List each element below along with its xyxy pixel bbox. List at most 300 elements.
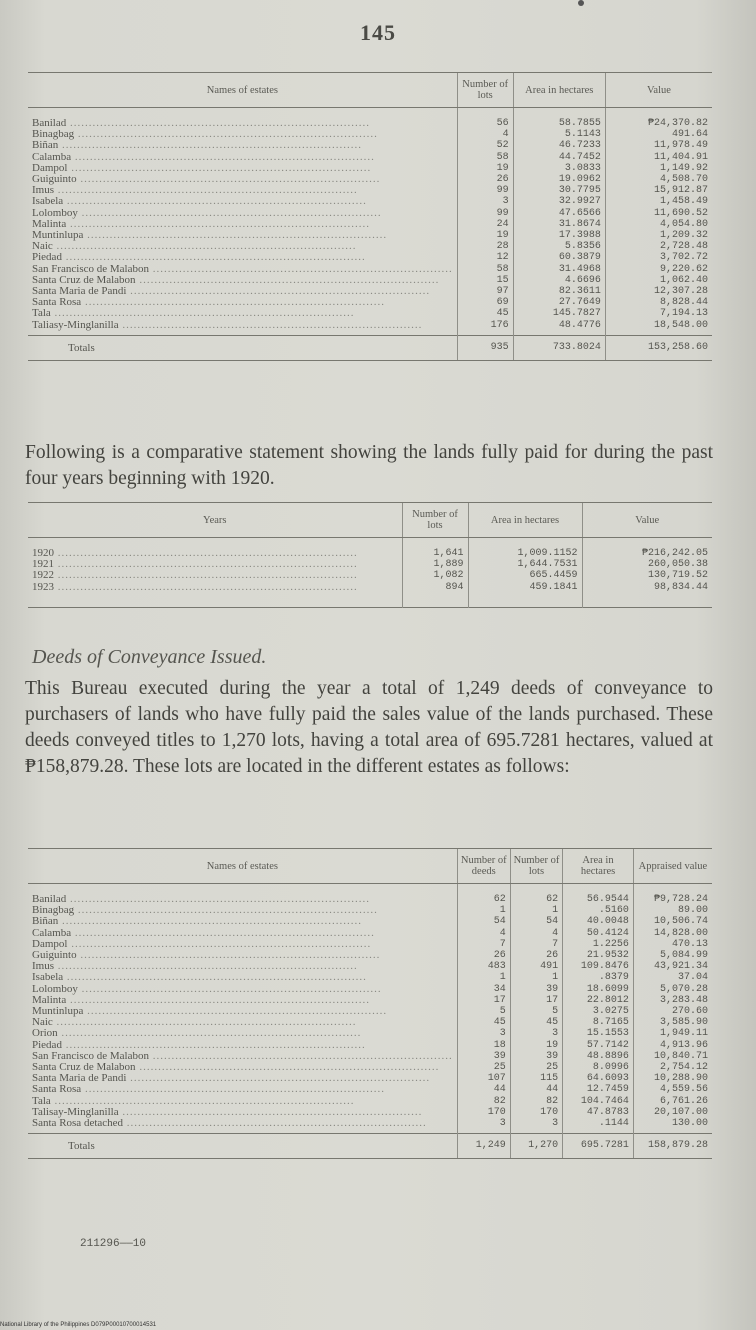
value-cell: 26 — [510, 950, 562, 961]
row-label-text: Muntinlupa — [32, 1006, 84, 1018]
row-label-text: Biñan — [32, 916, 59, 928]
value-cell: 64.6093 — [563, 1073, 634, 1084]
value-cell: ₱216,242.05 — [582, 548, 712, 559]
value-cell: 665.4459 — [468, 570, 582, 581]
table-row — [28, 297, 712, 308]
row-label-text: Biñan — [32, 140, 59, 152]
value-cell: 1 — [510, 905, 562, 916]
row-label — [28, 308, 457, 319]
table-row — [28, 1051, 712, 1062]
dot-leader: ................................................................................ — [118, 319, 423, 331]
table-spacer-row — [28, 597, 712, 608]
row-label — [28, 1107, 457, 1118]
column-header: Number of lots — [510, 849, 562, 884]
dot-leader: ................................................................................ — [83, 230, 388, 242]
value-cell: 60.3879 — [513, 252, 605, 263]
dot-leader: ................................................................................ — [66, 994, 370, 1006]
value-cell: 12 — [457, 252, 513, 263]
dot-leader: ................................................................................ — [135, 274, 440, 286]
table-row — [28, 129, 712, 140]
value-cell: 1,641 — [402, 548, 468, 559]
row-label — [28, 1051, 457, 1062]
value-cell: 5.8356 — [513, 241, 605, 252]
spacer-cell — [468, 597, 582, 608]
table-row — [28, 1062, 712, 1073]
column-header: Number of lots — [402, 503, 468, 538]
dot-leader: ................................................................................ — [71, 927, 375, 939]
value-cell: 24 — [457, 219, 513, 230]
value-cell: 62 — [457, 894, 510, 905]
dot-leader: ................................................................................ — [66, 894, 370, 905]
dot-leader: ................................................................................ — [54, 185, 358, 197]
value-cell: 31.8674 — [513, 219, 605, 230]
row-label — [28, 1084, 457, 1095]
value-cell: 46.7233 — [513, 140, 605, 151]
column-header: Number of deeds — [457, 849, 510, 884]
table-row — [28, 1107, 712, 1118]
table-row — [28, 1084, 712, 1095]
value-cell: 11,978.49 — [605, 140, 712, 151]
value-cell: 62 — [510, 894, 562, 905]
value-cell: 17 — [510, 995, 562, 1006]
dot-leader: ................................................................................ — [123, 1118, 427, 1130]
dot-leader: ................................................................................ — [126, 1073, 431, 1085]
value-cell: 97 — [457, 286, 513, 297]
row-label — [28, 905, 457, 916]
value-cell: 19 — [457, 163, 513, 174]
value-cell: 34 — [457, 984, 510, 995]
row-label-text: Dampol — [32, 162, 68, 174]
column-header: Area in hectares — [563, 849, 634, 884]
row-label-text: 1921 — [32, 559, 54, 571]
deeds-paragraph: This Bureau executed during the year a total of 1,249 deeds of conveyance to purchasers of lands who have fully paid the sales value of the lands purchased. These deeds conveyed titles to 1,270 lots, having a total area of 695.7281 hectares, valued at ₱158,879.28. These lots are located in the different estates as follows: — [25, 678, 713, 777]
column-header: Area in hectares — [513, 73, 605, 108]
value-cell: 45 — [457, 1017, 510, 1028]
value-cell: 3,585.90 — [633, 1017, 712, 1028]
row-label-text: Santa Rosa detached — [32, 1118, 124, 1130]
value-cell: 894 — [402, 582, 468, 597]
dot-leader: ................................................................................ — [135, 1062, 440, 1074]
row-label-text: San Francisco de Malabon — [32, 263, 149, 275]
row-label-text: 1920 — [32, 548, 54, 559]
spacer-cell — [457, 884, 510, 895]
row-label-text: San Francisco de Malabon — [32, 1050, 149, 1062]
value-cell: 5 — [510, 1006, 562, 1017]
row-label — [28, 939, 457, 950]
page-number: 145 — [360, 20, 396, 45]
spacer-cell — [28, 538, 402, 549]
value-cell: ₱9,728.24 — [633, 894, 712, 905]
spacer-cell — [582, 538, 712, 549]
value-cell: 3 — [510, 1118, 562, 1134]
spacer-cell — [582, 597, 712, 608]
row-label — [28, 1006, 457, 1017]
value-cell: 8.7165 — [563, 1017, 634, 1028]
spacer-cell — [605, 108, 712, 119]
value-cell: 50.4124 — [563, 928, 634, 939]
row-label — [28, 230, 457, 241]
value-cell: 1 — [510, 972, 562, 983]
value-cell: 20,107.00 — [633, 1107, 712, 1118]
table-header-row — [28, 73, 712, 108]
totals-label: Totals — [28, 1134, 457, 1159]
value-cell: 47.8783 — [563, 1107, 634, 1118]
value-cell: 44.7452 — [513, 152, 605, 163]
table-row — [28, 905, 712, 916]
dot-leader: ................................................................................ — [50, 1095, 355, 1107]
row-label — [28, 152, 457, 163]
row-label — [28, 185, 457, 196]
row-label-text: Santa Cruz de Malabon — [32, 1062, 136, 1074]
row-label — [28, 950, 457, 961]
dot-leader: ................................................................................ — [71, 151, 375, 163]
value-cell: 58 — [457, 152, 513, 163]
row-label — [28, 174, 457, 185]
table-row — [28, 196, 712, 207]
dot-leader: ................................................................................ — [52, 241, 357, 253]
row-label — [28, 1028, 457, 1039]
dot-leader: ................................................................................ — [63, 972, 367, 984]
column-header: Names of estates — [28, 849, 457, 884]
dot-leader: ................................................................................ — [76, 950, 381, 962]
value-cell: 170 — [510, 1107, 562, 1118]
row-label — [28, 961, 457, 972]
dot-leader: ................................................................................ — [63, 196, 367, 208]
value-cell: 31.4968 — [513, 264, 605, 275]
value-cell: 10,288.90 — [633, 1073, 712, 1084]
value-cell: 130,719.52 — [582, 570, 712, 581]
table-row — [28, 163, 712, 174]
value-cell: 2,754.12 — [633, 1062, 712, 1073]
dot-leader: ................................................................................ — [54, 961, 358, 973]
row-label — [28, 894, 457, 905]
dot-leader: ................................................................................ — [66, 218, 370, 230]
dot-leader: ................................................................................ — [54, 548, 358, 559]
row-label-text: Banilad — [32, 118, 67, 129]
value-cell: 27.7649 — [513, 297, 605, 308]
table-row — [28, 1017, 712, 1028]
table-row — [28, 995, 712, 1006]
row-label-text: Tala — [32, 1095, 51, 1107]
totals-row — [28, 335, 712, 360]
value-cell: 58.7855 — [513, 118, 605, 129]
value-cell: 18.6099 — [563, 984, 634, 995]
value-cell: 48.8896 — [563, 1051, 634, 1062]
deeds-issued-table — [28, 848, 712, 1159]
row-label-text: Piedad — [32, 1039, 62, 1051]
totals-value: 695.7281 — [563, 1134, 634, 1159]
value-cell: 30.7795 — [513, 185, 605, 196]
value-cell: 8.0996 — [563, 1062, 634, 1073]
row-label — [28, 118, 457, 129]
table-row — [28, 264, 712, 275]
value-cell: 459.1841 — [468, 582, 582, 597]
spacer-cell — [28, 597, 402, 608]
value-cell: 56.9544 — [563, 894, 634, 905]
row-label — [28, 208, 457, 219]
table-row — [28, 961, 712, 972]
value-cell: 82.3611 — [513, 286, 605, 297]
value-cell: 3,702.72 — [605, 252, 712, 263]
value-cell: 1.2256 — [563, 939, 634, 950]
row-label-text: Tala — [32, 308, 51, 320]
row-label — [28, 1017, 457, 1028]
value-cell: 3,283.48 — [633, 995, 712, 1006]
row-label — [28, 1062, 457, 1073]
value-cell: 5 — [457, 1006, 510, 1017]
library-credit: National Library of the Philippines D079P00010700014531 — [0, 1322, 157, 1328]
value-cell: 57.7142 — [563, 1040, 634, 1051]
value-cell: 1,458.49 — [605, 196, 712, 207]
table-row — [28, 208, 712, 219]
value-cell: .8379 — [563, 972, 634, 983]
value-cell: 10,840.71 — [633, 1051, 712, 1062]
row-label — [28, 275, 457, 286]
value-cell: 5.1143 — [513, 129, 605, 140]
row-label — [28, 264, 457, 275]
value-cell: 17.3988 — [513, 230, 605, 241]
value-cell: 25 — [457, 1062, 510, 1073]
table-row — [28, 308, 712, 319]
row-label — [28, 570, 402, 581]
value-cell: 52 — [457, 140, 513, 151]
dot-leader: ................................................................................ — [149, 1050, 453, 1062]
column-header: Value — [605, 73, 712, 108]
value-cell: 9,220.62 — [605, 264, 712, 275]
value-cell: 47.6566 — [513, 208, 605, 219]
value-cell: 15 — [457, 275, 513, 286]
section-heading: Deeds of Conveyance Issued. — [32, 646, 267, 668]
table-row — [28, 972, 712, 983]
dot-leader: ................................................................................ — [54, 570, 358, 582]
value-cell: 17 — [457, 995, 510, 1006]
value-cell: 39 — [457, 1051, 510, 1062]
value-cell: .1144 — [563, 1118, 634, 1134]
row-label — [28, 163, 457, 174]
lands-paid-table — [28, 72, 712, 361]
row-label-text: Malinta — [32, 218, 67, 230]
value-cell: 109.8476 — [563, 961, 634, 972]
value-cell: 43,921.34 — [633, 961, 712, 972]
value-cell: 45 — [457, 308, 513, 319]
value-cell: .5160 — [563, 905, 634, 916]
table-row — [28, 241, 712, 252]
comparative-statement-paragraph: Following is a comparative statement showing the lands fully paid for during the past four years beginning with 1920. — [25, 442, 713, 489]
dot-leader: ................................................................................ — [74, 129, 378, 141]
value-cell: 5,070.28 — [633, 984, 712, 995]
table-row — [28, 230, 712, 241]
row-label-text: Calamba — [32, 151, 72, 163]
value-cell: 44 — [510, 1084, 562, 1095]
column-header: Appraised value — [633, 849, 712, 884]
row-label-text: Dampol — [32, 938, 68, 950]
spacer-cell — [402, 597, 468, 608]
value-cell: 130.00 — [633, 1118, 712, 1134]
dot-leader: ................................................................................ — [149, 263, 453, 275]
value-cell: 115 — [510, 1073, 562, 1084]
table-row — [28, 219, 712, 230]
value-cell: 1,644.7531 — [468, 559, 582, 570]
value-cell: 3 — [457, 1118, 510, 1134]
dot-leader: ................................................................................ — [61, 252, 366, 264]
table-row — [28, 1096, 712, 1107]
row-label-text: Naic — [32, 241, 53, 253]
value-cell: 56 — [457, 118, 513, 129]
value-cell: 3 — [510, 1028, 562, 1039]
row-label — [28, 1096, 457, 1107]
value-cell: 58 — [457, 264, 513, 275]
dot-leader: ................................................................................ — [77, 207, 382, 219]
table-row — [28, 185, 712, 196]
value-cell: 82 — [510, 1096, 562, 1107]
value-cell: 82 — [457, 1096, 510, 1107]
value-cell: 7 — [510, 939, 562, 950]
table-row — [28, 894, 712, 905]
row-label-text: Santa Rosa — [32, 1084, 82, 1096]
row-label — [28, 286, 457, 297]
column-header: Number of lots — [457, 73, 513, 108]
row-label-text: Orion — [32, 1028, 58, 1040]
table-row — [28, 1118, 712, 1134]
value-cell: 89.00 — [633, 905, 712, 916]
table-row — [28, 939, 712, 950]
value-cell: 28 — [457, 241, 513, 252]
row-label-text: Isabela — [32, 196, 64, 208]
dot-leader: ................................................................................ — [126, 286, 431, 298]
dot-leader: ................................................................................ — [74, 905, 378, 917]
row-label-text: Muntinlupa — [32, 230, 84, 242]
value-cell: 1,062.40 — [605, 275, 712, 286]
column-header: Names of estates — [28, 73, 457, 108]
row-label-text: Imus — [32, 185, 54, 197]
table-row — [28, 140, 712, 151]
value-cell: 1,889 — [402, 559, 468, 570]
dot-leader: ................................................................................ — [54, 581, 358, 593]
value-cell: 7,194.13 — [605, 308, 712, 319]
value-cell: 470.13 — [633, 939, 712, 950]
dot-leader: ................................................................................ — [118, 1106, 423, 1118]
table-spacer-row — [28, 884, 712, 895]
row-label — [28, 1073, 457, 1084]
dot-leader: ................................................................................ — [54, 559, 358, 571]
table-row — [28, 582, 712, 597]
value-cell: 483 — [457, 961, 510, 972]
totals-row — [28, 1134, 712, 1159]
table-row — [28, 1040, 712, 1051]
value-cell: 10,506.74 — [633, 916, 712, 927]
row-label-text: Lolomboy — [32, 207, 78, 219]
row-label-text: Guiguinto — [32, 174, 77, 186]
value-cell: 4 — [457, 928, 510, 939]
dot-leader: ................................................................................ — [67, 162, 372, 174]
row-label-text: 1923 — [32, 581, 54, 593]
value-cell: 19 — [457, 230, 513, 241]
value-cell: 32.9927 — [513, 196, 605, 207]
dot-leader: ................................................................................ — [67, 938, 372, 950]
row-label — [28, 241, 457, 252]
value-cell: ₱24,370.82 — [605, 118, 712, 129]
value-cell: 3 — [457, 196, 513, 207]
value-cell: 39 — [510, 1051, 562, 1062]
value-cell: 3 — [457, 1028, 510, 1039]
value-cell: 18,548.00 — [605, 320, 712, 336]
value-cell: 21.9532 — [563, 950, 634, 961]
value-cell: 491.64 — [605, 129, 712, 140]
dot-leader: ................................................................................ — [58, 140, 363, 152]
value-cell: 98,834.44 — [582, 582, 712, 597]
row-label — [28, 916, 457, 927]
row-label-text: Piedad — [32, 252, 62, 264]
row-label — [28, 297, 457, 308]
value-cell: 15.1553 — [563, 1028, 634, 1039]
spacer-cell — [510, 884, 562, 895]
row-label — [28, 559, 402, 570]
value-cell: 54 — [457, 916, 510, 927]
value-cell: 39 — [510, 984, 562, 995]
value-cell: 99 — [457, 185, 513, 196]
dot-leader: ................................................................................ — [52, 1017, 357, 1029]
value-cell: 3.0833 — [513, 163, 605, 174]
row-label-text: Santa Maria de Pandi — [32, 1073, 127, 1085]
row-label — [28, 1040, 457, 1051]
row-label — [28, 928, 457, 939]
value-cell: 145.7827 — [513, 308, 605, 319]
column-header: Area in hectares — [468, 503, 582, 538]
row-label-text: Santa Maria de Pandi — [32, 286, 127, 298]
value-cell: 8,828.44 — [605, 297, 712, 308]
ink-mark — [578, 0, 584, 6]
value-cell: 491 — [510, 961, 562, 972]
row-label-text: Santa Rosa — [32, 297, 82, 309]
dot-leader: ................................................................................ — [50, 308, 355, 320]
value-cell: 4,508.70 — [605, 174, 712, 185]
value-cell: 260,050.38 — [582, 559, 712, 570]
value-cell: 1,209.32 — [605, 230, 712, 241]
value-cell: 1 — [457, 972, 510, 983]
value-cell: 176 — [457, 320, 513, 336]
value-cell: 4,054.80 — [605, 219, 712, 230]
spacer-cell — [513, 108, 605, 119]
value-cell: 1,009.1152 — [468, 548, 582, 559]
value-cell: 45 — [510, 1017, 562, 1028]
spacer-cell — [633, 884, 712, 895]
value-cell: 1,082 — [402, 570, 468, 581]
value-cell: 11,690.52 — [605, 208, 712, 219]
table-row — [28, 275, 712, 286]
table-row — [28, 916, 712, 927]
table-row — [28, 152, 712, 163]
row-label — [28, 320, 457, 336]
row-label-text: Santa Cruz de Malabon — [32, 274, 136, 286]
value-cell: 22.8012 — [563, 995, 634, 1006]
value-cell: 37.04 — [633, 972, 712, 983]
table-row — [28, 570, 712, 581]
value-cell: 6,761.26 — [633, 1096, 712, 1107]
table-spacer-row — [28, 108, 712, 119]
value-cell: 40.0048 — [563, 916, 634, 927]
table-row — [28, 174, 712, 185]
row-label — [28, 129, 457, 140]
row-label-text: Taliasy-Minglanilla — [32, 319, 119, 331]
table-spacer-row — [28, 538, 712, 549]
value-cell: 26 — [457, 950, 510, 961]
totals-value: 153,258.60 — [605, 335, 712, 360]
value-cell: 4 — [457, 129, 513, 140]
row-label — [28, 984, 457, 995]
dot-leader: ................................................................................ — [61, 1039, 366, 1051]
value-cell: 44 — [457, 1084, 510, 1095]
row-label-text: Isabela — [32, 972, 64, 984]
